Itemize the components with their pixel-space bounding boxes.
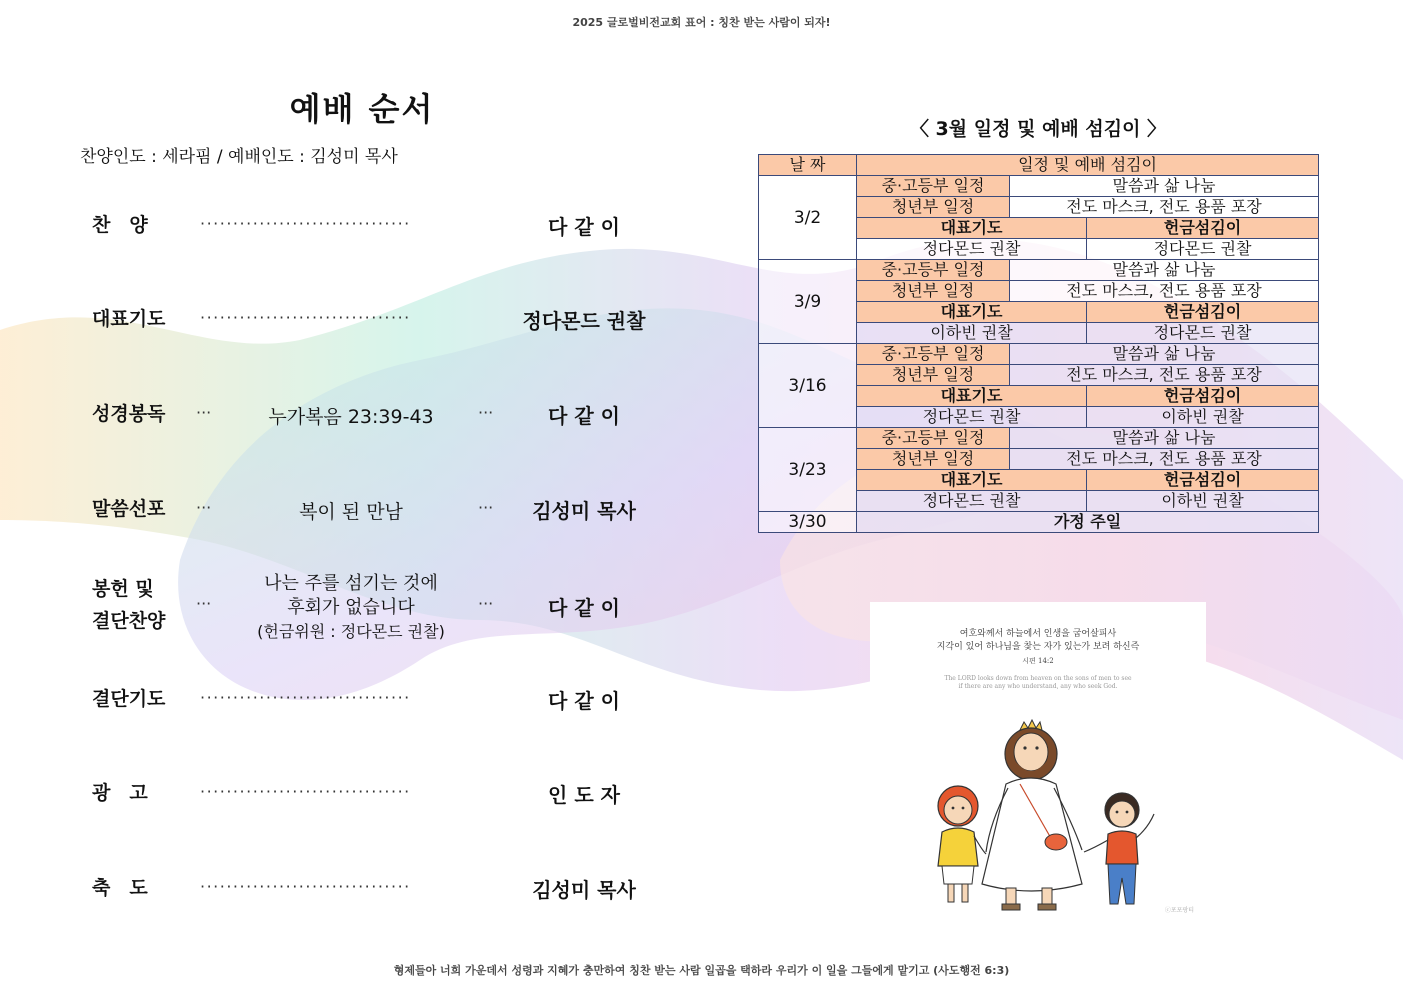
worship-leaders: 찬양인도 : 세라핌 / 예배인도 : 김성미 목사: [80, 147, 398, 167]
order-item-closing-prayer: [0, 684, 700, 744]
youth-label: 중·고등부 일정: [857, 428, 1010, 449]
prayer-person: 정다몬드 권찰: [857, 491, 1087, 512]
young-adult-label: 청년부 일정: [857, 365, 1010, 386]
table-row: [759, 512, 1319, 533]
order-label: 광 고: [92, 782, 148, 804]
table-row: [759, 260, 1319, 281]
church-motto: 2025 글로벌비전교회 표어 : 칭찬 받는 사람이 되자!: [572, 16, 831, 29]
illustration-credit: ⓒ포포팡티: [1164, 907, 1194, 914]
family-sunday-note: 가정 주일: [857, 512, 1319, 533]
ellipsis: ···: [196, 403, 212, 422]
week-date: 3/9: [759, 260, 857, 344]
order-responsible: 인 도 자: [548, 783, 620, 807]
order-label-line1: 봉헌 및: [92, 578, 154, 600]
week-date: 3/16: [759, 344, 857, 428]
order-label: 축 도: [92, 877, 148, 899]
young-adult-value: 전도 마스크, 전도 용품 포장: [1010, 197, 1319, 218]
youth-value: 말씀과 삶 나눔: [1010, 344, 1319, 365]
order-label: 성경봉독: [92, 403, 166, 425]
order-item-benediction: [0, 873, 700, 933]
young-adult-value: 전도 마스크, 전도 용품 포장: [1010, 281, 1319, 302]
youth-label: 중·고등부 일정: [857, 344, 1010, 365]
verse-english-line1: The LORD looks down from heaven on the sons of men to see: [944, 675, 1132, 682]
order-label: 찬 양: [92, 214, 148, 236]
order-item-sermon: [0, 494, 700, 554]
young-adult-value: 전도 마스크, 전도 용품 포장: [1010, 449, 1319, 470]
young-adult-value: 전도 마스크, 전도 용품 포장: [1010, 365, 1319, 386]
youth-value: 말씀과 삶 나눔: [1010, 176, 1319, 197]
week-date: 3/23: [759, 428, 857, 512]
young-adult-label: 청년부 일정: [857, 197, 1010, 218]
jesus-with-children-illustration: [870, 602, 1206, 920]
order-responsible: 다 같 이: [548, 596, 620, 620]
order-item-announcements: [0, 778, 700, 838]
offering-label: 헌금섬김이: [1087, 302, 1319, 323]
young-adult-label: 청년부 일정: [857, 281, 1010, 302]
order-responsible: 다 같 이: [548, 215, 620, 239]
order-item-offering: [0, 572, 700, 642]
verse-korean-line1: 여호와께서 하늘에서 인생을 굽어살피사: [959, 629, 1117, 639]
prayer-label: 대표기도: [857, 302, 1087, 323]
verse-english-line2: if there are any who understand, any who seek God.: [958, 683, 1118, 690]
offering-hymn-line2: 후회가 없습니다: [287, 597, 415, 618]
young-adult-label: 청년부 일정: [857, 449, 1010, 470]
column-header-main: 일정 및 예배 섬김이: [857, 155, 1319, 176]
prayer-label: 대표기도: [857, 386, 1087, 407]
order-item-scripture: [0, 399, 700, 459]
offering-person: 이하빈 권찰: [1087, 491, 1319, 512]
ellipsis: ···: [478, 498, 494, 517]
prayer-label: 대표기도: [857, 218, 1087, 239]
dot-leader: ································: [200, 214, 411, 233]
order-label: 결단기도: [92, 688, 166, 710]
offering-label: 헌금섬김이: [1087, 386, 1319, 407]
illustration-card: [870, 602, 1206, 920]
schedule-table: [758, 154, 1319, 533]
order-responsible: 정다몬드 권찰: [522, 309, 646, 333]
youth-label: 중·고등부 일정: [857, 176, 1010, 197]
order-responsible: 다 같 이: [548, 689, 620, 713]
dot-leader: ································: [200, 782, 411, 801]
schedule-title: 〈 3월 일정 및 예배 섬김이 〉: [909, 118, 1167, 140]
verse-korean-line2: 지각이 있어 하나님을 찾는 자가 있는가 보려 하신즉: [936, 642, 1140, 652]
prayer-label: 대표기도: [857, 470, 1087, 491]
offering-person: 이하빈 권찰: [1087, 407, 1319, 428]
week-date: 3/30: [759, 512, 857, 533]
ellipsis: ···: [196, 498, 212, 517]
ellipsis: ···: [196, 594, 212, 613]
order-item-prayer: [0, 304, 700, 364]
offering-hymn-line1: 나는 주를 섬기는 것에: [264, 573, 438, 594]
order-label: 대표기도: [92, 308, 166, 330]
ellipsis: ···: [478, 594, 494, 613]
dot-leader: ································: [200, 877, 411, 896]
youth-value: 말씀과 삶 나눔: [1010, 260, 1319, 281]
prayer-person: 이하빈 권찰: [857, 323, 1087, 344]
offering-label: 헌금섬김이: [1087, 218, 1319, 239]
offering-label: 헌금섬김이: [1087, 470, 1319, 491]
verse-reference: 시편 14:2: [1022, 657, 1054, 665]
page-title: 예배 순서: [289, 90, 435, 128]
youth-label: 중·고등부 일정: [857, 260, 1010, 281]
column-header-date: 날 짜: [759, 155, 857, 176]
schedule-header-row: [759, 155, 1319, 176]
prayer-person: 정다몬드 권찰: [857, 239, 1087, 260]
table-row: [759, 176, 1319, 197]
scripture-reference: 누가복음 23:39-43: [268, 406, 434, 428]
dot-leader: ································: [200, 308, 411, 327]
table-row: [759, 428, 1319, 449]
sermon-title: 복이 된 만남: [299, 501, 403, 523]
ellipsis: ···: [478, 403, 494, 422]
order-responsible: 다 같 이: [548, 404, 620, 428]
offering-person: 정다몬드 권찰: [1087, 239, 1319, 260]
footer-bible-verse: 형제들아 너희 가운데서 성령과 지혜가 충만하여 칭찬 받는 사람 일곱을 택하라 우리가 이 일을 그들에게 맡기고 (사도행전 6:3): [393, 964, 1010, 977]
offering-person: 정다몬드 권찰: [1087, 323, 1319, 344]
prayer-person: 정다몬드 권찰: [857, 407, 1087, 428]
youth-value: 말씀과 삶 나눔: [1010, 428, 1319, 449]
order-responsible: 김성미 목사: [532, 499, 636, 523]
week-date: 3/2: [759, 176, 857, 260]
offering-committee: (헌금위원 : 정다몬드 권찰): [257, 622, 445, 641]
order-responsible: 김성미 목사: [532, 878, 636, 902]
order-label-line2: 결단찬양: [92, 610, 166, 632]
table-row: [759, 344, 1319, 365]
order-item-praise: [0, 210, 700, 270]
offering-hymn: [236, 572, 466, 644]
dot-leader: ································: [200, 688, 411, 707]
order-label: 말씀선포: [92, 498, 166, 520]
